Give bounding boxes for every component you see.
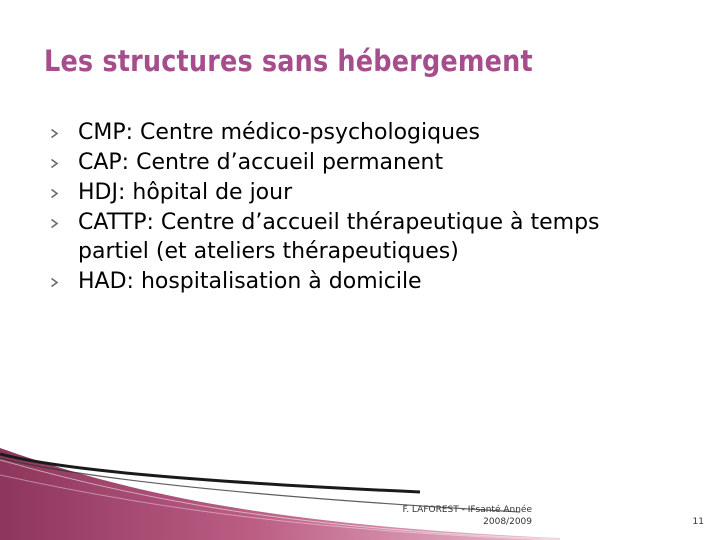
slide-title: Les structures sans hébergement xyxy=(44,44,533,78)
chevron-right-icon xyxy=(50,219,59,228)
list-item xyxy=(46,208,666,266)
bullet-list xyxy=(46,118,666,297)
list-item xyxy=(46,148,666,177)
chevron-right-icon xyxy=(50,278,59,287)
footer-year: 2008/2009 xyxy=(483,517,532,527)
list-item-text: HAD: hospitalisation à domicile xyxy=(78,269,422,294)
list-item-text: HDJ: hôpital de jour xyxy=(78,180,293,205)
list-item xyxy=(46,267,666,296)
list-item-text: CMP: Centre médico-psychologiques xyxy=(78,120,481,145)
footer-author: F. LAFOREST - IFsanté Année xyxy=(402,505,532,515)
chevron-right-icon xyxy=(50,189,59,198)
footer-text xyxy=(372,504,532,528)
list-item xyxy=(46,178,666,207)
chevron-right-icon xyxy=(50,129,59,138)
list-item-text: CATTP: Centre d’accueil thérapeutique à temps partiel (et ateliers thérapeutiques) xyxy=(78,210,600,264)
page-number: 11 xyxy=(692,517,704,527)
list-item xyxy=(46,118,666,147)
list-item-text: CAP: Centre d’accueil permanent xyxy=(78,150,444,175)
chevron-right-icon xyxy=(50,159,59,168)
